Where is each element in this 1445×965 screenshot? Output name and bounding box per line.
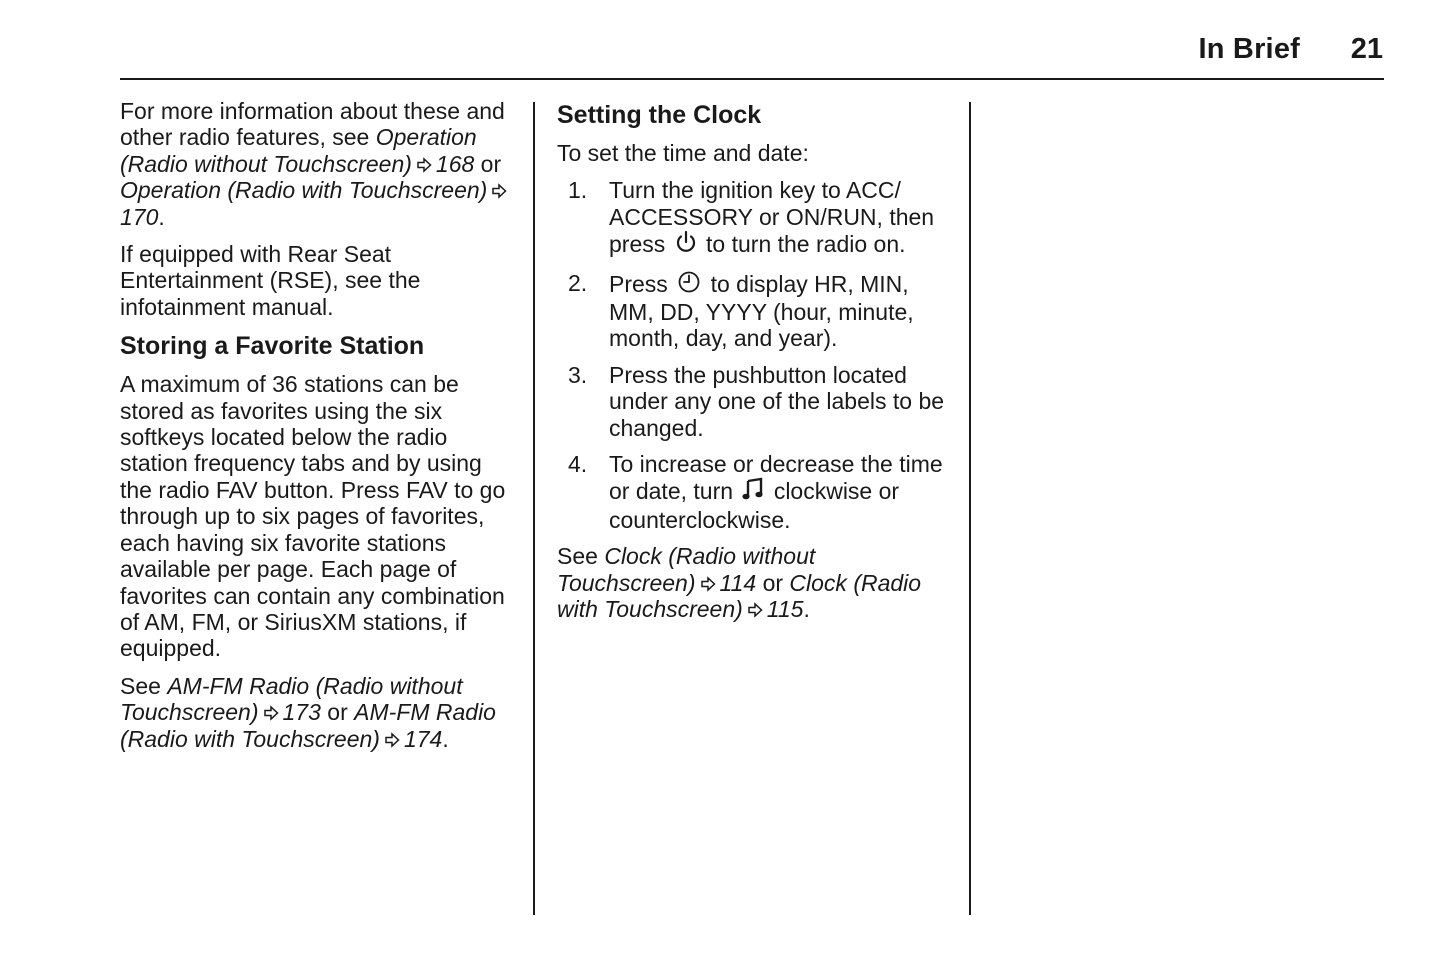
- column-1: [120, 98, 520, 763]
- page-ref-arrow-icon: [384, 732, 400, 748]
- paragraph-see-clock: See Clock (Radio without Touchscreen) 114 or Clock (Radio with Touchscreen) 115.: [557, 543, 922, 623]
- ref-link[interactable]: Clock (Radio without Touchscreen): [557, 543, 816, 596]
- heading-setting-clock: Setting the Clock: [557, 101, 762, 129]
- section-title: In Brief: [1198, 33, 1300, 65]
- column-divider-left: [533, 102, 535, 915]
- ref-link[interactable]: AM-FM Radio (Radio with Touchscreen): [120, 699, 496, 752]
- page-ref[interactable]: 173: [282, 699, 321, 726]
- list-item: 4. To increase or decrease the time or date, turn clockwise or counterclockwise.: [568, 451, 943, 533]
- list-item: 2. Press to display HR, MIN, MM, DD, YYYY (hour, minute, month, day, and year).: [568, 269, 914, 352]
- page-ref-arrow-icon: [416, 157, 432, 173]
- page-ref[interactable]: 170: [120, 203, 159, 230]
- page-ref-arrow-icon: [263, 705, 279, 721]
- clock-icon: [677, 270, 701, 299]
- step-number: 4.: [568, 451, 588, 478]
- column-divider-right: [969, 102, 971, 915]
- step-number: 1.: [568, 177, 588, 204]
- paragraph-clock-intro: To set the time and date:: [557, 140, 809, 166]
- paragraph-see-am-fm: See AM-FM Radio (Radio without Touchscreen) 173 or AM-FM Radio (Radio with Touchscreen) 174.: [120, 672, 496, 752]
- clock-steps-list: [557, 177, 957, 533]
- page-ref-arrow-icon: [747, 602, 763, 618]
- page-ref-arrow-icon: [491, 183, 507, 199]
- paragraph-rse: If equipped with Rear Seat Entertainment (RSE), see the infotainment manual.: [120, 241, 421, 320]
- page-ref[interactable]: 115: [766, 596, 804, 623]
- heading-storing-favorite: Storing a Favorite Station: [120, 332, 425, 361]
- page-ref[interactable]: 114: [719, 569, 757, 596]
- ref-link[interactable]: AM-FM Radio (Radio without Touchscreen): [120, 672, 463, 726]
- page-number: 21: [1350, 33, 1383, 65]
- column-2: [557, 96, 957, 634]
- list-item: 3. Press the pushbutton located under any one of the labels to be changed.: [568, 361, 945, 441]
- power-icon: [675, 230, 697, 259]
- step-number: 2.: [568, 269, 588, 296]
- paragraph-more-info: For more information about these and other radio features, see Operation (Radio without Touchscreen) 168 or Operation (Radio with Touchscreen) 170.: [120, 98, 520, 230]
- step-number: 3.: [568, 361, 588, 388]
- paragraph-favorites: A maximum of 36 stations can be stored as favorites using the six softkeys located below the radio station frequency tabs and by using the radio FAV button. Press FAV to go through up to six pages of favorites, each having six favorite stations available per page. Each page of favorites can contain any combination of AM, FM, or SiriusXM stations, if equipped.: [120, 371, 506, 662]
- page-ref[interactable]: 174: [403, 725, 443, 752]
- page-ref[interactable]: 168: [435, 150, 475, 177]
- ref-link[interactable]: Clock (Radio with Touchscreen): [557, 569, 922, 623]
- list-item: 1. Turn the ignition key to ACC/ ACCESSORY or ON/RUN, then press to turn the radio on.: [557, 177, 957, 259]
- music-note-icon: [742, 477, 764, 506]
- ref-link[interactable]: Operation (Radio without Touchscreen): [120, 124, 477, 177]
- page-ref-arrow-icon: [700, 576, 716, 592]
- ref-link[interactable]: Operation (Radio with Touchscreen): [120, 177, 488, 204]
- header-rule: [120, 78, 1384, 80]
